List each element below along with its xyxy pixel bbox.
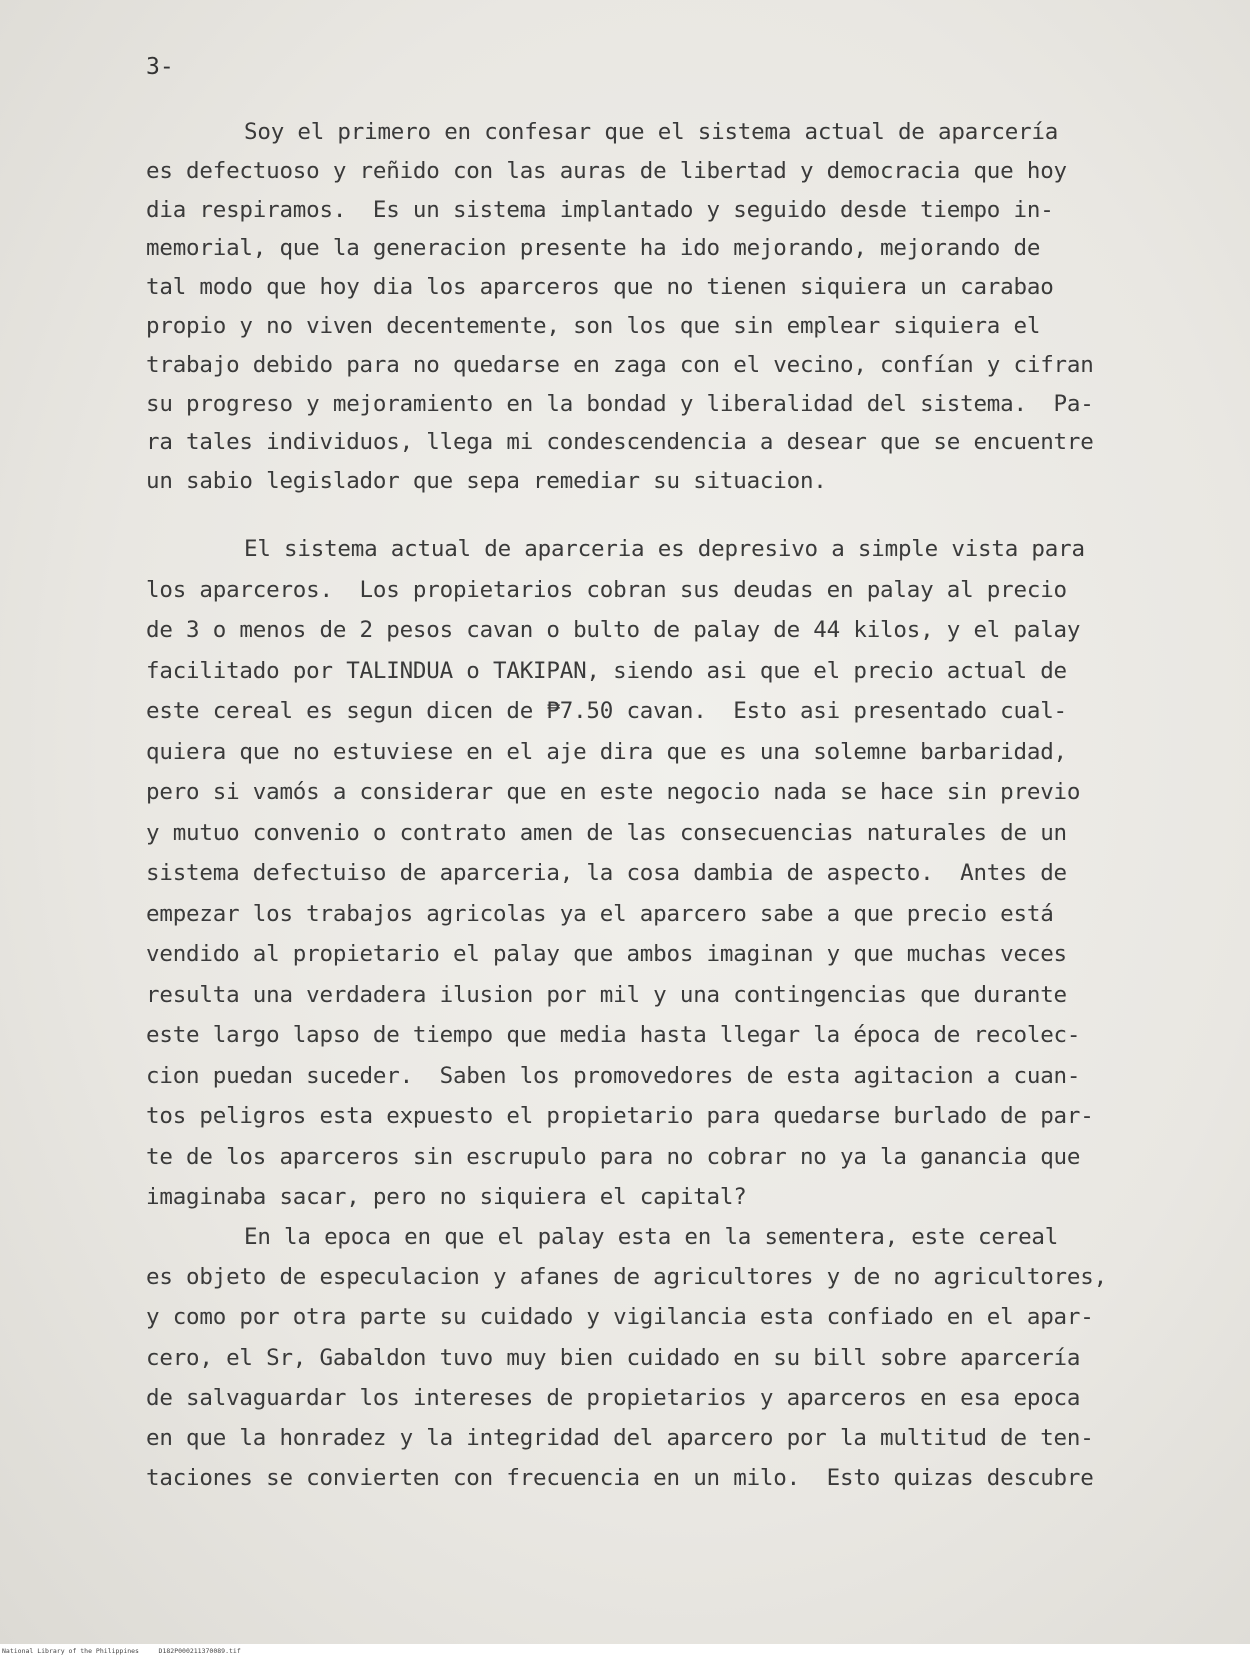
text-line: resulta una verdadera ilusion por mil y una contingencias que durante [146, 981, 1067, 1008]
text-line: cero, el Sr, Gabaldon tuvo muy bien cuidado en su bill sobre aparcería [146, 1344, 1081, 1371]
text-line: taciones se convierten con frecuencia en un milo. Esto quizas descubre [146, 1465, 1094, 1492]
text-line: este cereal es segun dicen de ₱7.50 cavan. Esto asi presentado cual- [146, 698, 1067, 724]
text-line: tal modo que hoy dia los aparceros que no tienen siquiera un carabao [146, 274, 1054, 301]
text-line: los aparceros. Los propietarios cobran sus deudas en palay al precio [146, 576, 1067, 603]
text-line: trabajo debido para no quedarse en zaga con el vecino, confían y cifran [146, 351, 1094, 378]
footer-library: National Library of the Philippines [2, 1647, 139, 1655]
page-number: 3- [146, 54, 174, 80]
text-line: quiera que no estuviese en el aje dira que es una solemne barbaridad, [146, 738, 1067, 765]
scan-footer [0, 1644, 1250, 1658]
text-line: es defectuoso y reñido con las auras de libertad y democracia que hoy [146, 157, 1067, 184]
text-line: y mutuo convenio o contrato amen de las consecuencias naturales de un [146, 819, 1067, 846]
text-line: y como por otra parte su cuidado y vigilancia esta confiado en el apar- [146, 1304, 1094, 1331]
text-line: vendido al propietario el palay que ambos imaginan y que muchas veces [146, 941, 1067, 967]
text-line: El sistema actual de aparceria es depresivo a simple vista para [244, 536, 1085, 562]
text-line: Soy el primero en confesar que el sistema actual de aparcería [244, 119, 1059, 145]
text-line: sistema defectuiso de aparceria, la cosa dambia de aspecto. Antes de [146, 860, 1067, 886]
text-line: te de los aparceros sin escrupulo para no cobrar no ya la ganancia que [146, 1143, 1081, 1170]
text-line: este largo lapso de tiempo que media hasta llegar la época de recolec- [146, 1022, 1081, 1048]
text-line: dia respiramos. Es un sistema implantado y seguido desde tiempo in- [146, 196, 1054, 223]
text-line: su progreso y mejoramiento en la bondad y liberalidad del sistema. Pa- [146, 390, 1094, 417]
text-line: facilitado por TALINDUA o TAKIPAN, siendo asi que el precio actual de [146, 657, 1067, 684]
text-line: de salvaguardar los intereses de propietarios y aparceros en esa epoca [146, 1384, 1081, 1411]
text-line: pero si vamós a considerar que en este negocio nada se hace sin previo [146, 779, 1081, 805]
text-line: es objeto de especulacion y afanes de agricultores y de no agricultores, [146, 1264, 1107, 1291]
text-line: En la epoca en que el palay esta en la sementera, este cereal [244, 1224, 1059, 1250]
text-line: en que la honradez y la integridad del aparcero por la multitud de ten- [146, 1425, 1094, 1451]
text-line: tos peligros esta expuesto el propietario para quedarse burlado de par- [146, 1103, 1094, 1129]
text-line: memorial, que la generacion presente ha ido mejorando, mejorando de [146, 235, 1041, 262]
footer-file-id: D182P000211370089.tif [158, 1647, 241, 1655]
text-line: de 3 o menos de 2 pesos cavan o bulto de palay de 44 kilos, y el palay [146, 617, 1081, 643]
text-line: empezar los trabajos agricolas ya el aparcero sabe a que precio está [146, 900, 1054, 927]
text-line: un sabio legislador que sepa remediar su situacion. [146, 468, 827, 495]
text-line: propio y no viven decentemente, son los que sin emplear siquiera el [146, 313, 1041, 339]
text-line: ra tales individuos, llega mi condescendencia a desear que se encuentre [146, 429, 1094, 456]
text-line: imaginaba sacar, pero no siquiera el capital? [146, 1184, 747, 1210]
text-line: cion puedan suceder. Saben los promovedores de esta agitacion a cuan- [146, 1062, 1081, 1089]
